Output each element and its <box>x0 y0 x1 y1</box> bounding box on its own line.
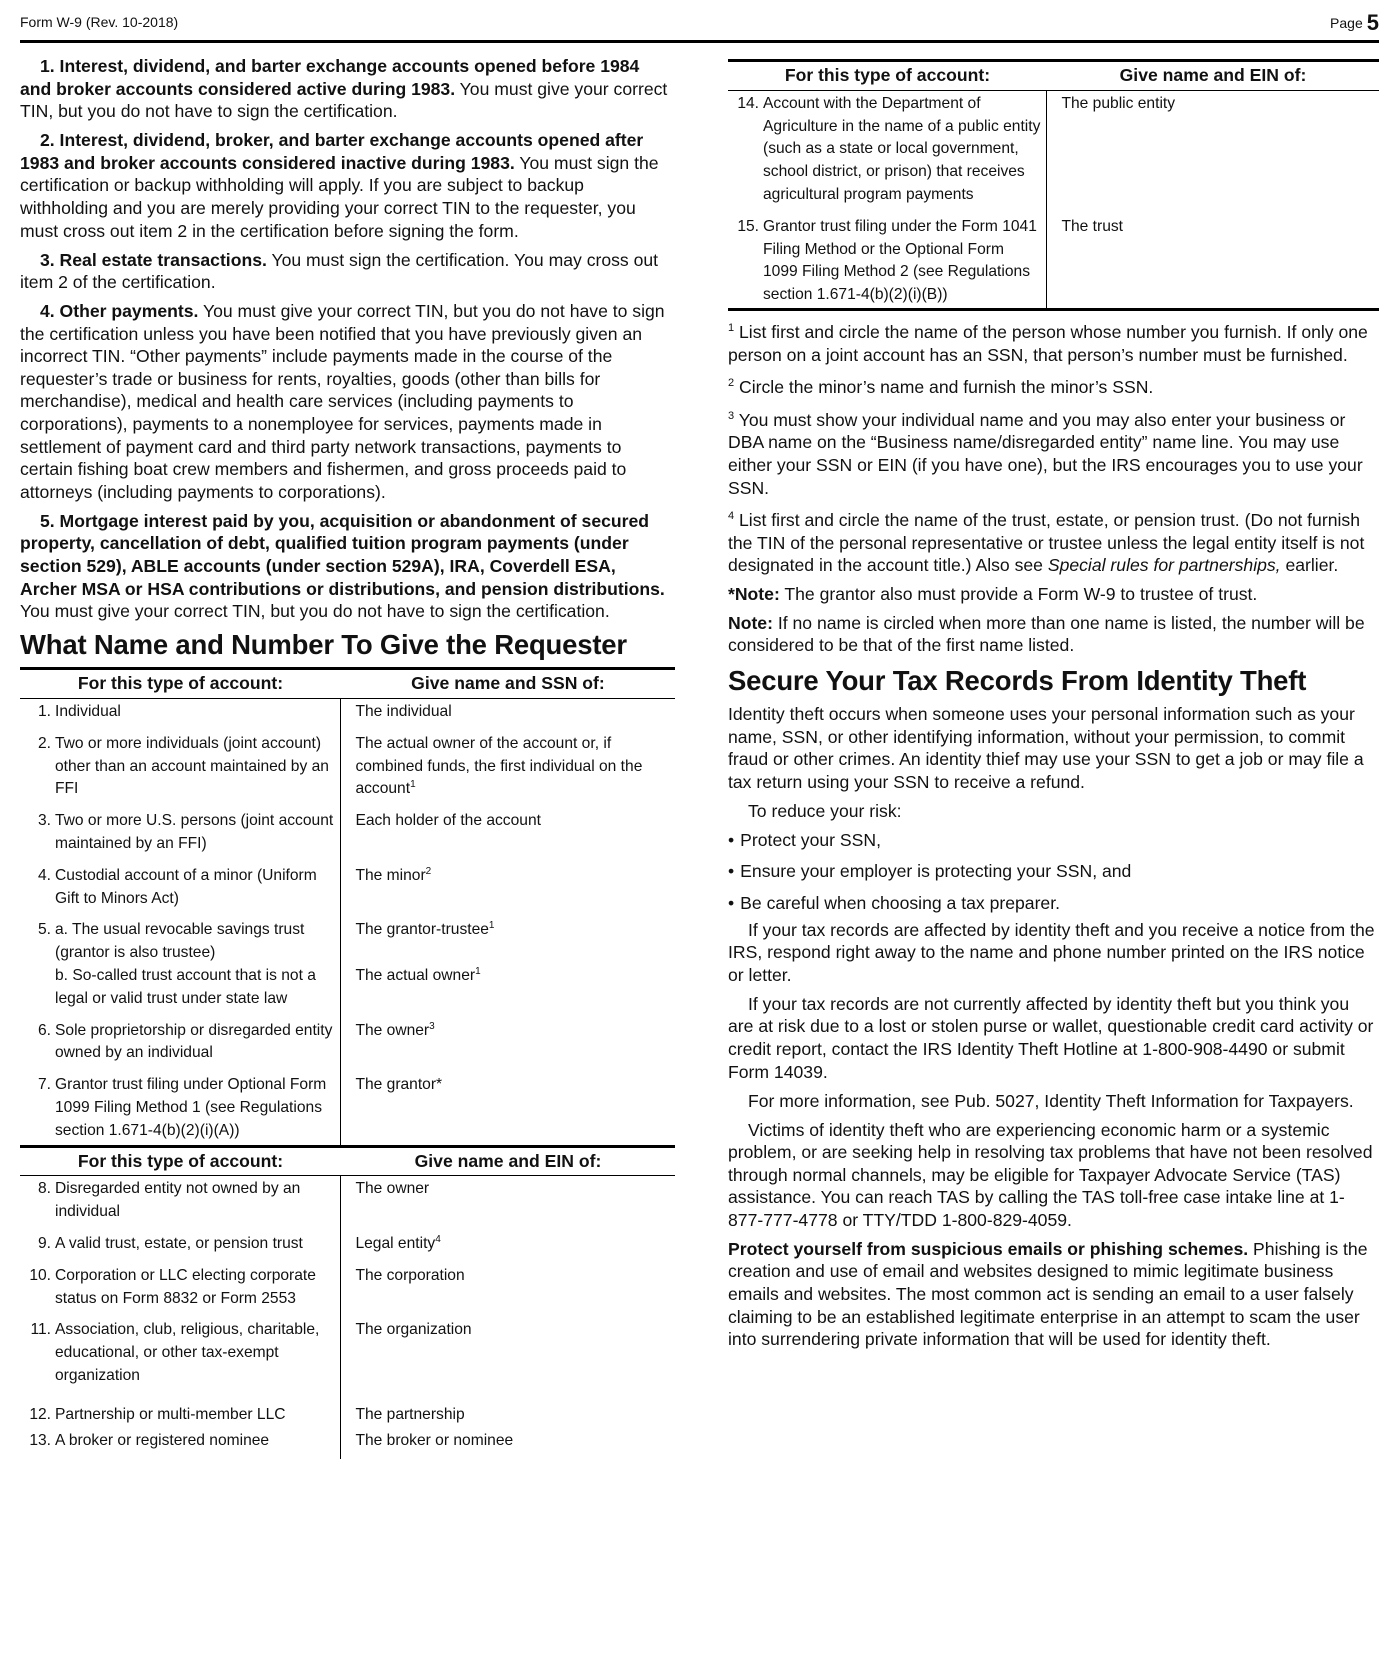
reduce-risk-label: To reduce your risk: <box>748 800 902 821</box>
table-row <box>20 1263 675 1318</box>
account-type: Partnership or multi-member LLC <box>55 1405 286 1423</box>
item-5-text: You must give your correct TIN, but you do not have to sign the certification. <box>20 601 610 622</box>
right-column <box>728 55 1379 1357</box>
account-type: Association, club, religious, charitable, educational, or other tax-exempt organization <box>55 1321 320 1384</box>
give-name: The owner <box>355 1180 430 1198</box>
give-name: The minor <box>355 866 426 884</box>
footnote-ref: 2 <box>425 865 432 877</box>
footnote-after: earlier. <box>1280 555 1339 576</box>
note-circled <box>728 612 1379 657</box>
page-label: Page <box>1330 15 1363 31</box>
phishing-text: Phishing is the creation and use of email and websites designed to mimic legitimate business emails and websites. The most common act is sending an email to a user falsely claiming to be an established legitimate enterprise in an attempt to scam the user into surrendering private information that will be used for identity theft. <box>728 1238 1368 1350</box>
ssn-col2-header: Give name and SSN of: <box>341 669 675 699</box>
ein-table-left <box>20 1145 675 1460</box>
give-name: The public entity <box>1061 94 1176 112</box>
footnote-2 <box>728 376 1379 399</box>
footnote-ref: 1 <box>475 965 481 977</box>
give-name: The corporation <box>355 1266 465 1284</box>
item-1-text: You must give your correct TIN, but you do not have to sign the certification. <box>20 78 668 122</box>
footnote-mark: 3 <box>728 409 735 422</box>
footnote-4 <box>728 509 1379 577</box>
para-victims: Victims of identity theft who are experiencing economic harm or a systemic problem, or are seeking help in resolving tax problems that have not been resolved through normal channels, may be eligible for Taxpayer Advocate Service (TAS) assistance. You can reach TAS by calling the TAS toll-free case intake line at 1-877-777-4778 or TTY/TDD 1-800-829-4059. <box>728 1119 1373 1230</box>
section-heading-requester: What Name and Number To Give the Requester <box>20 629 627 661</box>
account-type: a. The usual revocable savings trust (grantor is also trustee) <box>55 921 305 962</box>
account-type: Sole proprietorship or disregarded entity owned by an individual <box>55 1021 333 1062</box>
ssn-col1-header: For this type of account: <box>20 669 341 699</box>
account-type: Account with the Department of Agriculture in the name of a public entity (such as a state or local government, school district, or prison) that receives agricultural program payments <box>763 94 1041 203</box>
row-number: 2. <box>37 734 51 752</box>
item-3-heading: 3. Real estate transactions. <box>40 249 267 270</box>
row-number: 1. <box>37 703 51 720</box>
table-row <box>20 699 675 731</box>
account-type: Individual <box>55 703 121 720</box>
footnote-ref: 1 <box>410 779 416 791</box>
footnote-ref: 3 <box>429 1020 435 1032</box>
bullet-text: Protect your SSN, <box>740 829 881 850</box>
give-name: The partnership <box>355 1405 465 1423</box>
identity-theft-intro: Identity theft occurs when someone uses your personal information such as your name, SSN, or other identifying information, without your permission, to commit fraud or other crimes. An identity thief may use your SSN to get a job or may file a tax return using your SSN to receive a refund. <box>728 704 1364 792</box>
bullet-text: Ensure your employer is protecting your SSN, and <box>740 861 1132 882</box>
para-phishing <box>728 1238 1379 1351</box>
table-row <box>20 1176 675 1231</box>
para-more-info: For more information, see Pub. 5027, Identity Theft Information for Taxpayers. <box>748 1090 1354 1111</box>
account-type-b: b. So-called trust account that is not a legal or valid trust under state law <box>55 966 316 1007</box>
row-number: 12. <box>29 1405 51 1423</box>
note-text: The grantor also must provide a Form W-9 to trustee of trust. <box>779 583 1258 604</box>
footnote-mark: 1 <box>728 322 735 335</box>
row-number: 15. <box>737 217 759 235</box>
table-row <box>728 214 1379 310</box>
row-number: 4. <box>37 866 51 884</box>
item-5-heading: 5. Mortgage interest paid by you, acquisition or abandonment of secured property, cancellation of debt, qualified tuition program payments (under section 529), ABLE accounts (under section 529A), IRA, Coverdell ESA, Archer MSA or HSA contributions or distributions, and pension distributions. <box>20 510 665 599</box>
row-number: 6. <box>37 1021 51 1039</box>
page-header <box>20 10 1379 43</box>
page-number: 5 <box>1366 10 1379 35</box>
list-item: • Ensure your employer is protecting your SSN, and <box>728 861 1132 882</box>
table-row <box>20 863 675 918</box>
footnote-italic: Special rules for partnerships, <box>1047 555 1281 576</box>
footnote-text: List first and circle the name of the trust, estate, or pension trust. (Do not furnish the TIN of the personal representative or trustee unless the legal entity itself is not designated in the account title.) Also see <box>728 510 1365 576</box>
row-number: 10. <box>29 1266 51 1284</box>
give-name: The organization <box>355 1321 472 1339</box>
account-type: A broker or registered nominee <box>55 1431 270 1449</box>
give-name: The trust <box>1061 217 1124 235</box>
ein-col2-header: Give name and EIN of: <box>341 1146 675 1176</box>
note-text: If no name is circled when more than one name is listed, the number will be considered to be that of the first name listed. <box>728 612 1365 656</box>
ein-col1-header: For this type of account: <box>20 1146 341 1176</box>
give-name-b: The actual owner <box>355 966 476 984</box>
item-4 <box>20 300 675 503</box>
ein-table-right <box>728 59 1379 311</box>
give-name: Each holder of the account <box>355 812 541 830</box>
row-number: 5. <box>37 921 51 939</box>
give-name: The broker or nominee <box>355 1431 514 1449</box>
row-number: 13. <box>29 1431 51 1449</box>
row-number: 14. <box>737 94 759 112</box>
row-number: 9. <box>37 1234 51 1252</box>
phishing-heading: Protect yourself from suspicious emails or phishing schemes. <box>728 1238 1249 1259</box>
table-row <box>728 90 1379 213</box>
para-not-affected: If your tax records are not currently affected by identity theft but you think you are at risk due to a lost or stolen purse or wallet, questionable credit card activity or credit report, contact the IRS Identity Theft Hotline at 1-800-908-4490 or submit Form 14039. <box>728 993 1374 1082</box>
row-number: 3. <box>37 812 51 830</box>
row-number: 11. <box>30 1321 51 1339</box>
page-indicator <box>1330 10 1379 36</box>
table-row <box>20 808 675 863</box>
table-row <box>20 1072 675 1144</box>
item-4-heading: 4. Other payments. <box>40 301 199 322</box>
note-grantor <box>728 583 1379 606</box>
item-4-text: You must give your correct TIN, but you do not have to sign the certification unless you have been notified that you have previously given an incorrect TIN. “Other payments” include payments made in the course of the requester’s trade or business for rents, royalties, goods (other than bills for merchandise), medical and health care services (including payments to corporations), payments to a nonemployee for services, payments made in settlement of payment card and third party network transactions, payments to certain fishing boat crew members and fishermen, and gross proceeds paid to attorneys (including payments to corporations). <box>20 301 665 502</box>
footnote-text: You must show your individual name and you may also enter your business or DBA name on the “Business name/disregarded entity” name line. You may use either your SSN or EIN (if you have one), but the IRS encourages you to use your SSN. <box>728 409 1363 498</box>
ein-col2-header: Give name and EIN of: <box>1047 61 1379 91</box>
footnote-ref: 1 <box>488 920 495 932</box>
footnote-3 <box>728 409 1379 499</box>
footnote-text: Circle the minor’s name and furnish the minor’s SSN. <box>734 377 1154 398</box>
item-2 <box>20 129 675 242</box>
item-2-heading: 2. Interest, dividend, broker, and barter exchange accounts opened after 1983 and broker accounts considered inactive during 1983. <box>20 130 644 173</box>
table-row <box>20 1402 675 1428</box>
account-type: Corporation or LLC electing corporate status on Form 8832 or Form 2553 <box>55 1266 316 1307</box>
account-type: Grantor trust filing under the Form 1041 Filing Method or the Optional Form 1099 Filing Method 2 (see Regulations section 1.671-4(b)(2)(i)(B)) <box>763 217 1037 304</box>
footnote-mark: 4 <box>728 510 735 523</box>
list-item: • Protect your SSN, <box>728 829 881 850</box>
item-3-text: You must sign the certification. You may cross out item 2 of the certification. <box>20 249 659 293</box>
left-column <box>20 55 675 1459</box>
give-name: The grantor-trustee <box>355 921 489 939</box>
row-number: 7. <box>37 1076 51 1094</box>
footnote-1 <box>728 321 1379 366</box>
give-name: The grantor* <box>355 1076 443 1094</box>
item-5 <box>20 510 675 623</box>
bullet-text: Be careful when choosing a tax preparer. <box>740 893 1060 914</box>
table-row <box>20 1317 675 1401</box>
note-label: Note: <box>728 612 773 633</box>
account-type: Grantor trust filing under Optional Form 1099 Filing Method 1 (see Regulations section 1.671-4(b)(2)(i)(A)) <box>55 1076 327 1139</box>
ssn-table <box>20 667 675 1144</box>
table-row <box>20 1018 675 1073</box>
note-label: *Note: <box>728 583 780 604</box>
give-name: Legal entity <box>355 1234 436 1252</box>
ein-col1-header: For this type of account: <box>728 61 1047 91</box>
account-type: Disregarded entity not owned by an individual <box>55 1180 301 1221</box>
table-row <box>20 1231 675 1263</box>
give-name: The individual <box>355 703 452 720</box>
footnote-text: List first and circle the name of the person whose number you furnish. If only one person on a joint account has an SSN, that person’s number must be furnished. <box>728 321 1368 365</box>
section-heading-identity-theft: Secure Your Tax Records From Identity Theft <box>728 665 1307 697</box>
account-type: Custodial account of a minor (Uniform Gift to Minors Act) <box>55 866 317 907</box>
para-affected: If your tax records are affected by identity theft and you receive a notice from the IRS, respond right away to the name and phone number printed on the IRS notice or letter. <box>728 919 1375 985</box>
item-1-heading: 1. Interest, dividend, and barter exchange accounts opened before 1984 and broker accounts considered active during 1983. <box>20 56 640 99</box>
item-3 <box>20 249 675 294</box>
form-label: Form W-9 (Rev. 10-2018) <box>20 14 179 30</box>
footnote-mark: 2 <box>728 377 735 390</box>
give-name: The actual owner of the account or, if combined funds, the first individual on the account <box>355 734 643 798</box>
account-type: A valid trust, estate, or pension trust <box>55 1234 303 1252</box>
table-row <box>20 731 675 808</box>
account-type: Two or more individuals (joint account) other than an account maintained by an FFI <box>55 734 329 798</box>
item-2-text: You must sign the certification or backup withholding will apply. If you are subject to backup withholding and you are merely providing your correct TIN to the requester, you must cross out item 2 in the certification before signing the form. <box>20 152 659 241</box>
row-number: 8. <box>37 1180 51 1198</box>
list-item: • Be careful when choosing a tax preparer. <box>728 893 1060 914</box>
give-name: The owner <box>355 1021 430 1039</box>
footnote-ref: 4 <box>435 1233 441 1245</box>
table-row <box>20 917 675 1017</box>
account-type: Two or more U.S. persons (joint account maintained by an FFI) <box>55 812 334 852</box>
item-1 <box>20 55 675 123</box>
table-row <box>20 1428 675 1460</box>
